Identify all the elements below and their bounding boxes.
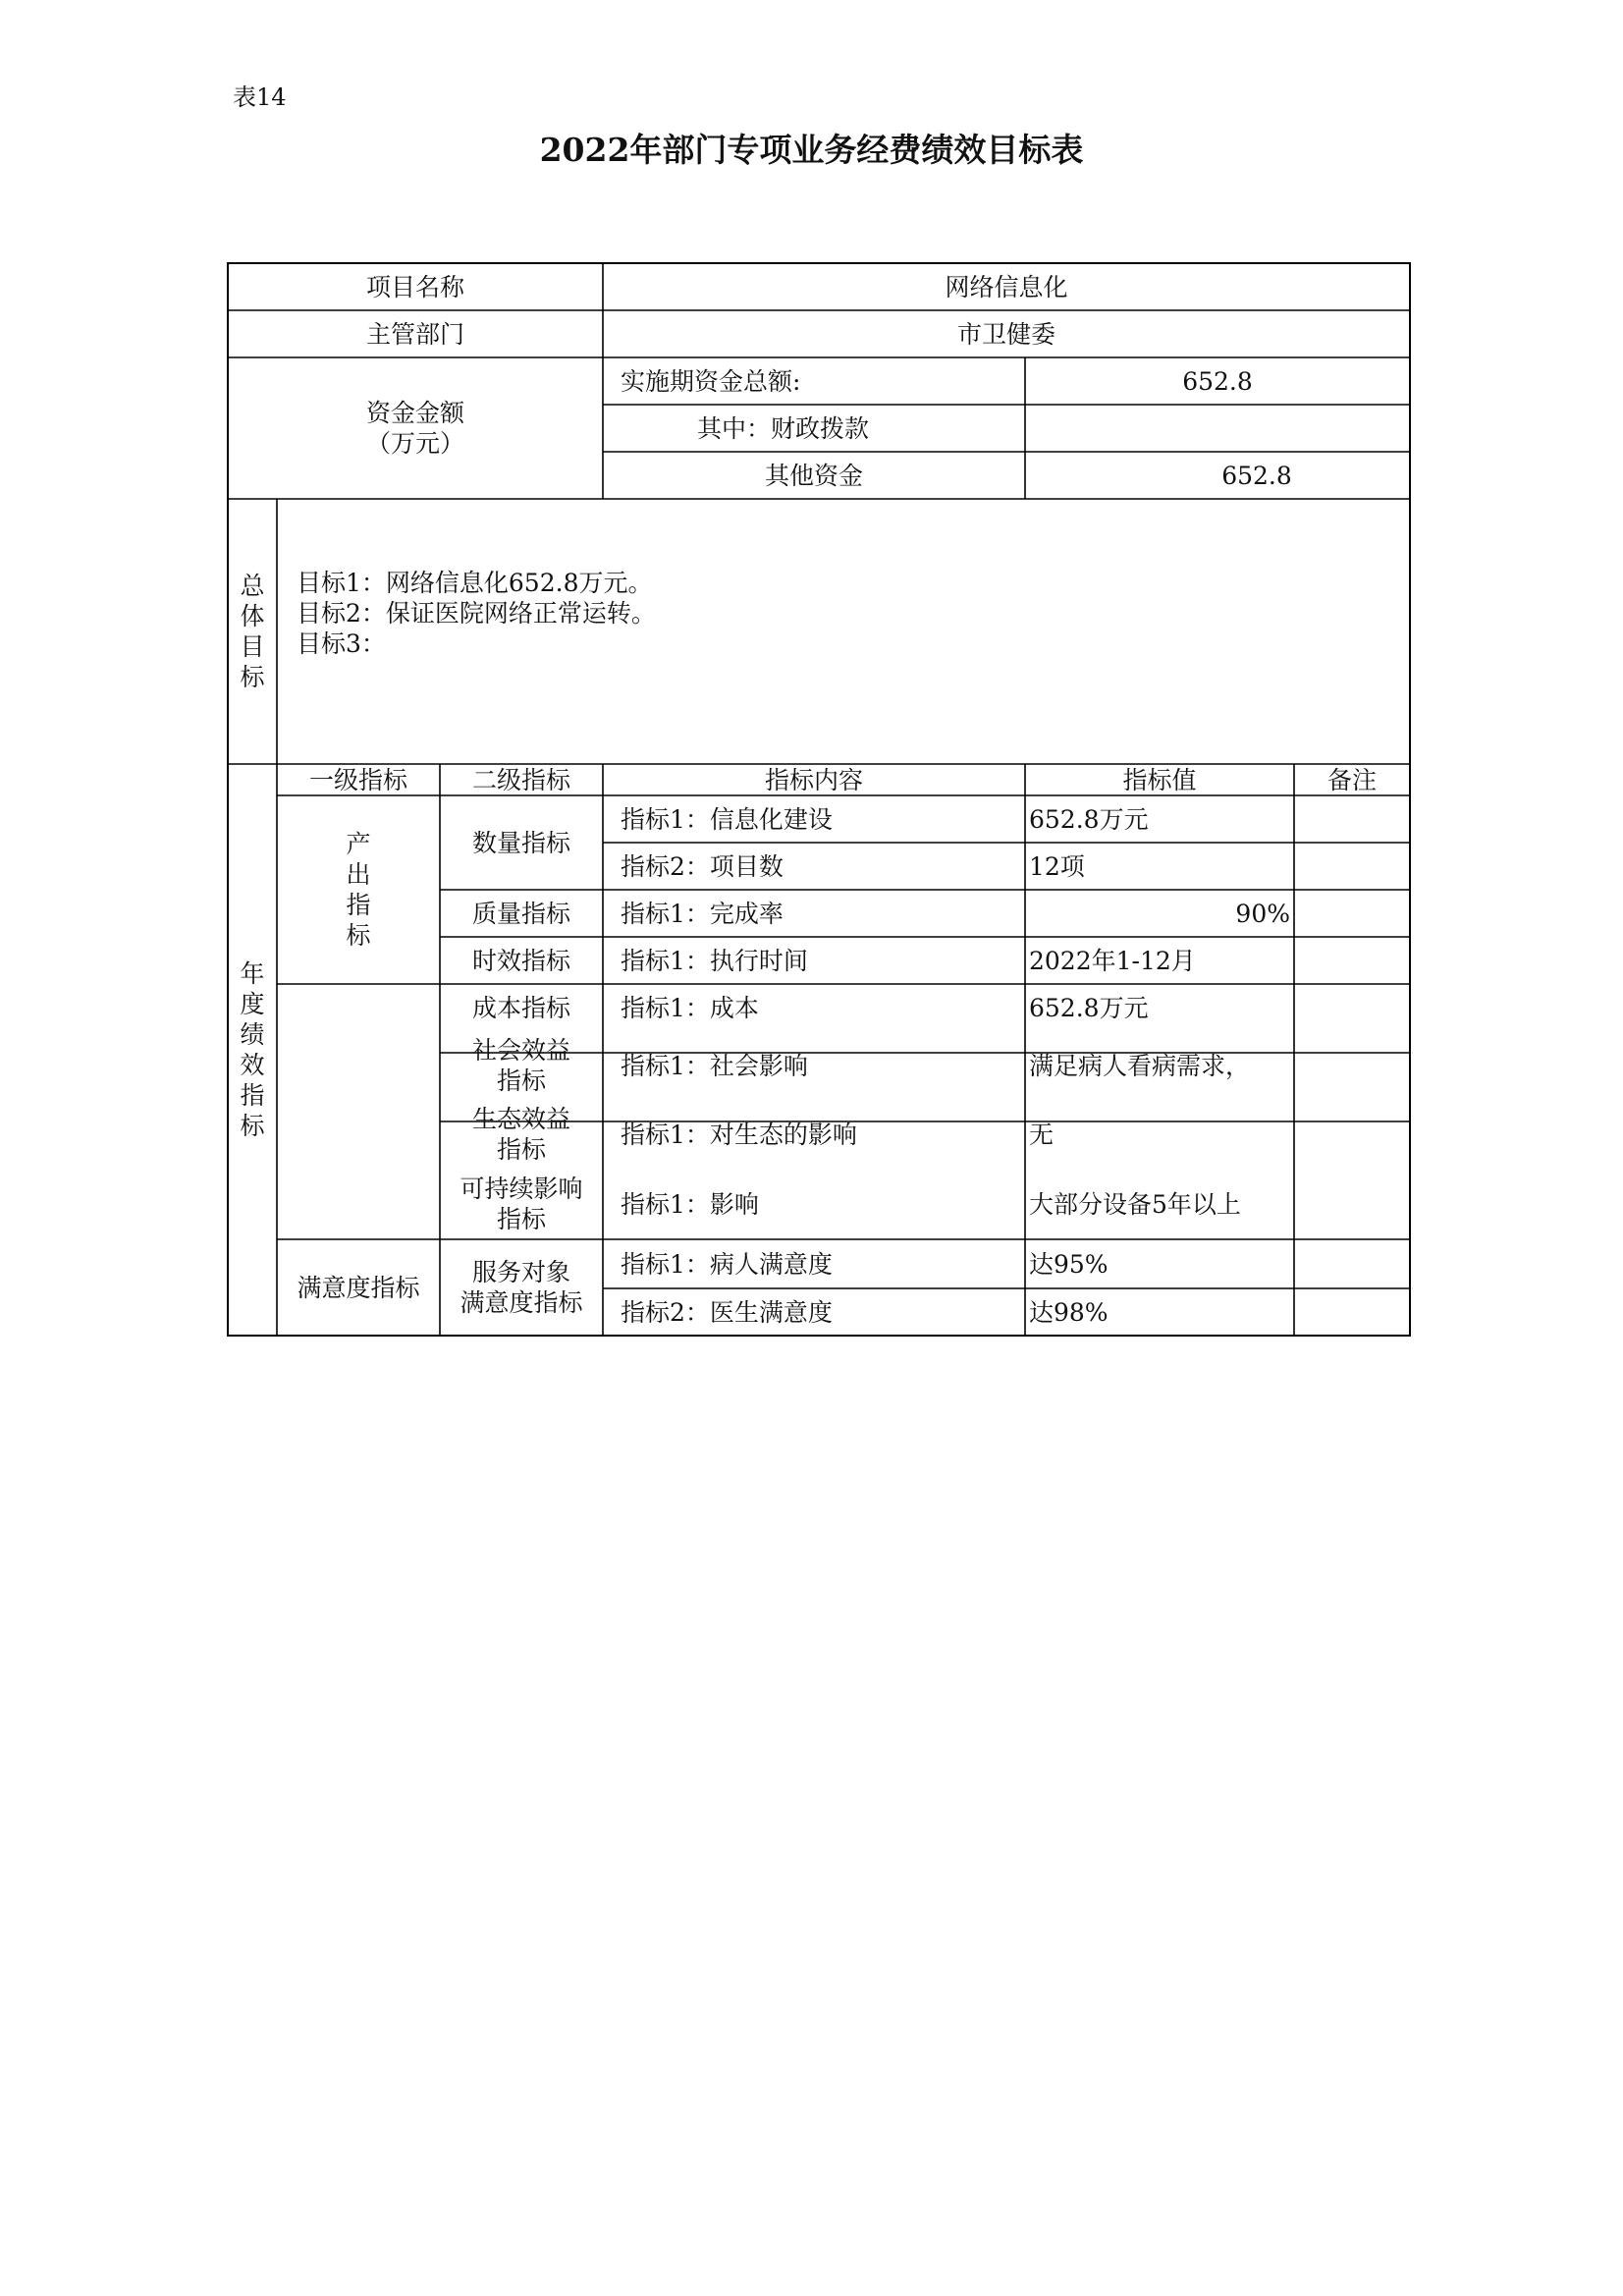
indicator-content: 指标1：影响 (621, 1189, 759, 1219)
indicator-value: 满足病人看病需求， (1029, 1051, 1251, 1080)
indicator-content: 指标1：信息化建设 (621, 804, 833, 834)
total-funds-value: 652.8 (1182, 366, 1253, 396)
project-name-label: 项目名称 (365, 272, 464, 301)
indicator-value: 12项 (1029, 851, 1085, 881)
indicator-value: 652.8万元 (1029, 804, 1149, 834)
indicator-value: 达95% (1029, 1249, 1109, 1279)
indicator-content: 指标1：成本 (621, 993, 759, 1022)
satisfaction-indicators-label: 满意度指标 (297, 1273, 420, 1302)
cost-indicator-label: 成本指标 (471, 993, 570, 1022)
indicator-content: 指标1：对生态的影响 (621, 1120, 857, 1149)
indicator-value: 达98% (1029, 1297, 1109, 1327)
indicator-content: 指标2：医生满意度 (621, 1297, 833, 1327)
indicator-value: 无 (1029, 1120, 1055, 1149)
indicator-note (1294, 1031, 1410, 1100)
department-value: 市卫健委 (956, 319, 1055, 349)
header-level2: 二级指标 (471, 765, 570, 794)
header-content: 指标内容 (764, 765, 863, 794)
indicator-value: 90% (1235, 899, 1290, 928)
annual-indicators-label: 年 度 绩 效 指 标 (240, 959, 265, 1140)
indicator-content: 指标2：项目数 (621, 851, 784, 881)
overall-goals-text: 目标1：网络信息化652.8万元。 目标2：保证医院网络正常运转。 目标3： (297, 569, 656, 658)
indicator-note (1294, 937, 1410, 984)
quantity-indicator-label: 数量指标 (471, 828, 570, 857)
output-indicators-label: 产 出 指 标 (346, 830, 371, 950)
ecological-benefit-indicator-label: 生态效益 指标 (471, 1105, 570, 1164)
header-level1: 一级指标 (308, 765, 407, 794)
project-name-value: 网络信息化 (945, 272, 1068, 301)
indicator-value: 2022年1-12月 (1029, 946, 1196, 975)
indicator-note (1294, 843, 1410, 890)
indicator-content: 指标1：执行时间 (621, 946, 808, 975)
indicator-note (1294, 890, 1410, 937)
indicator-content: 指标1：社会影响 (621, 1051, 808, 1080)
indicator-note (1294, 1169, 1410, 1239)
social-benefit-indicator-label: 社会效益 指标 (471, 1036, 570, 1095)
indicator-value: 大部分设备5年以上 (1029, 1189, 1241, 1219)
page-title: 2022年部门专项业务经费绩效目标表 (539, 131, 1084, 169)
indicator-value: 652.8万元 (1029, 993, 1149, 1022)
total-funds-label: 实施期资金总额: (621, 366, 801, 396)
other-funds-label: 其他资金 (764, 461, 863, 490)
department-label: 主管部门 (365, 319, 464, 349)
indicator-note (1294, 1100, 1410, 1169)
funds-amount-label: 资金金额 （万元） (365, 399, 464, 458)
service-satisfaction-indicator-label: 服务对象 满意度指标 (460, 1258, 583, 1317)
indicator-note (1294, 1288, 1410, 1336)
header-value: 指标值 (1122, 765, 1197, 794)
other-funds-value: 652.8 (1221, 461, 1292, 490)
indicator-content: 指标1：病人满意度 (621, 1249, 833, 1279)
timeliness-indicator-label: 时效指标 (471, 946, 570, 975)
fiscal-appropriation-value (1025, 405, 1410, 452)
quality-indicator-label: 质量指标 (471, 899, 570, 928)
header-note: 备注 (1326, 765, 1377, 794)
indicator-note (1294, 795, 1410, 843)
table-number-label: 表14 (233, 83, 287, 111)
fiscal-appropriation-label: 其中：财政拨款 (697, 413, 870, 443)
sustainable-impact-indicator-label: 可持续影响 指标 (460, 1175, 583, 1233)
indicator-content: 指标1：完成率 (621, 899, 784, 928)
indicator-note (1294, 984, 1410, 1031)
overall-goals-label: 总 体 目 标 (240, 572, 265, 691)
indicator-note (1294, 1239, 1410, 1288)
